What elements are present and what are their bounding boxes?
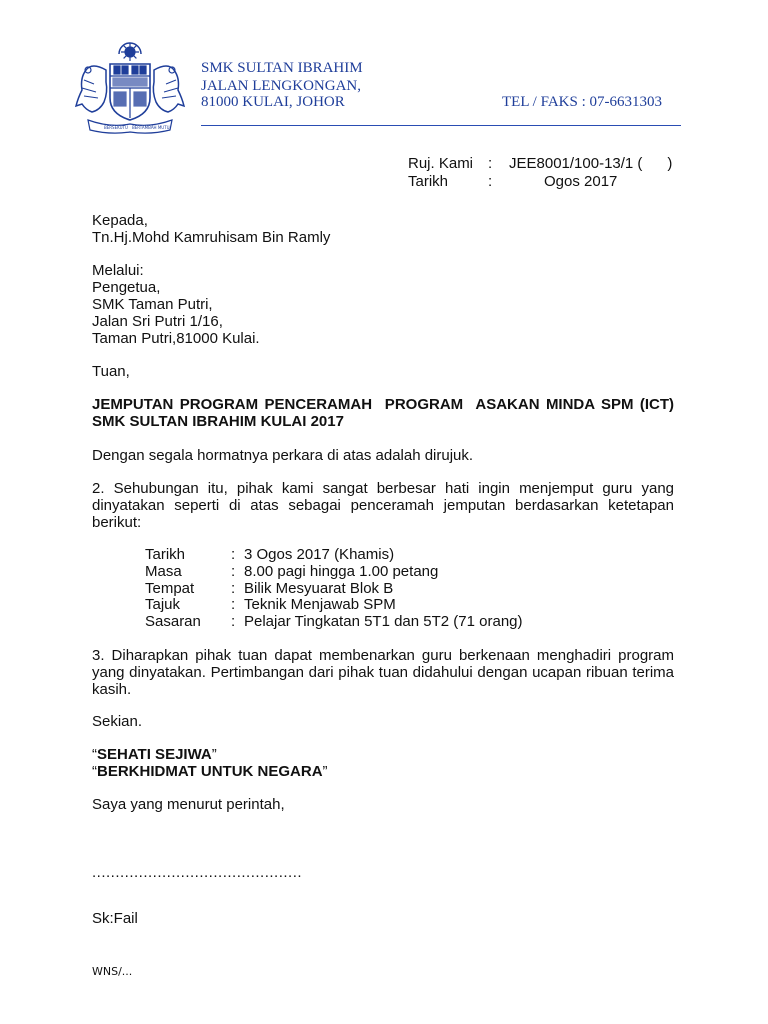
detail-label: Sasaran [145,613,201,631]
slogan-2: “BERKHIDMAT UNTUK NEGARA” [92,763,328,780]
detail-label: Masa [145,562,182,580]
detail-value: Bilik Mesyuarat Blok B [244,579,394,597]
detail-value: Teknik Menjawab SPM [244,596,396,614]
detail-row [145,547,523,564]
svg-text:BERTAMBAH MUTU: BERTAMBAH MUTU [132,125,170,130]
school-address-line1: JALAN LENGKONGAN, [201,78,361,94]
kepada: Kepada, [92,212,148,229]
detail-value: 3 Ogos 2017 (Khamis) [244,546,395,563]
tarikh-colon: : [488,173,493,190]
detail-row [145,614,523,631]
tarikh-value: Ogos 2017 [544,173,618,190]
recipient-title: Pengetua, [92,279,161,296]
letter-subject: JEMPUTAN PROGRAM PENCERAMAH PROGRAM ASAKAN MINDA SPM (ICT) SMK SULTAN IBRAHIM KULAI 2017 [92,396,679,430]
detail-label: Tarikh [145,546,186,563]
detail-label: Tajuk [145,596,181,614]
melalui: Melalui: [92,262,144,279]
school-crest-logo [70,40,190,135]
school-name: SMK SULTAN IBRAHIM [201,60,363,76]
detail-colon: : [231,613,236,631]
program-details [145,547,523,631]
tarikh-label: Tarikh [408,173,449,190]
detail-value: Pelajar Tingkatan 5T1 dan 5T2 (71 orang) [244,613,523,631]
recipient-street: Jalan Sri Putri 1/16, [92,313,223,330]
ruj-label: Ruj. Kami [408,155,474,172]
detail-row [145,564,523,581]
detail-colon: : [231,579,236,597]
salutation: Tuan, [92,363,130,380]
detail-value: 8.00 pagi hingga 1.00 petang [244,562,439,580]
paragraph-2: 2. Sehubungan itu, pihak kami sangat berbesar hati ingin menjemput guru yang dinyatakan seperti di atas sebagai penceramah jemputan berdasarkan ketetapan berikut: [92,480,674,531]
closing-phrase: Saya yang menurut perintah, [92,796,285,813]
recipient-city: Taman Putri,81000 Kulai. [92,330,260,347]
ruj-colon: : [488,155,493,172]
recipient-name: Tn.Hj.Mohd Kamruhisam Bin Ramly [92,229,331,246]
sk-fail: Sk:Fail [92,910,138,927]
detail-colon: : [231,562,236,580]
signature-line: ............................................. [92,864,303,881]
paragraph-3: 3. Diharapkan pihak tuan dapat membenarkan guru berkenaan menghadiri program yang dinyatakan. Pertimbangan dari pihak tuan didahului dengan ucapan ribuan terima kasih. [92,647,674,698]
wns-footer: WNS/... [92,965,133,978]
slogan-1: “SEHATI SEJIWA” [92,746,217,763]
recipient-school: SMK Taman Putri, [92,296,213,313]
tel-fax: TEL / FAKS : 07-6631303 [502,94,662,110]
detail-colon: : [231,546,236,563]
school-address-line2: 81000 KULAI, JOHOR [201,94,345,110]
paragraph-1: Dengan segala hormatnya perkara di atas adalah dirujuk. [92,447,474,464]
svg-text:BERSEKUTU: BERSEKUTU [104,125,128,130]
header-divider [201,125,681,126]
detail-row [145,597,523,614]
detail-colon: : [231,596,236,614]
detail-label: Tempat [145,579,195,597]
sekian: Sekian. [92,713,143,730]
detail-row [145,581,523,598]
ruj-value: JEE8001/100-13/1 ( ) [509,155,673,172]
